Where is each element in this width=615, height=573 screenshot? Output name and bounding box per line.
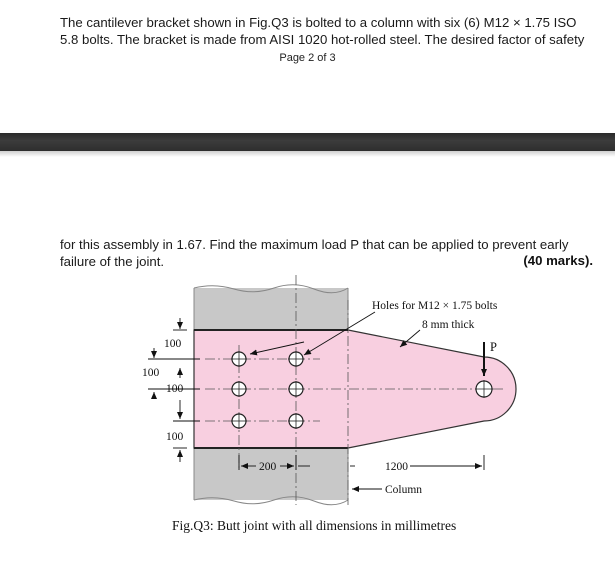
load-label: P (490, 340, 497, 354)
thickness-label: 8 mm thick (422, 319, 475, 331)
problem-text-part-1: The cantilever bracket shown in Fig.Q3 is bolted to a column with six (6) M12 × 1.75 ISO 5.8 bolts. The bracket is made from AISI 1020 hot-rolled steel. The desired factor of safety (60, 15, 585, 47)
marks-label: (40 marks). (523, 253, 593, 268)
column-label: Column (385, 484, 423, 496)
problem-text-part-2: for this assembly in 1.67. Find the maximum load P that can be applied to prevent early failure of the joint. (60, 237, 569, 269)
dim-length: 1200 (385, 461, 408, 473)
dim-edge: 100 (142, 367, 160, 379)
dim-bolt-columns: 200 (259, 461, 277, 473)
dim-bottom-spacing: 100 (166, 431, 184, 443)
page-number: Page 2 of 3 (279, 52, 336, 64)
holes-label: Holes for M12 × 1.75 bolts (372, 300, 498, 312)
dim-mid-spacing: 100 (166, 383, 184, 395)
dim-top-spacing: 100 (164, 338, 182, 350)
figure-caption: Fig.Q3: Butt joint with all dimensions in millimetres (172, 518, 457, 533)
